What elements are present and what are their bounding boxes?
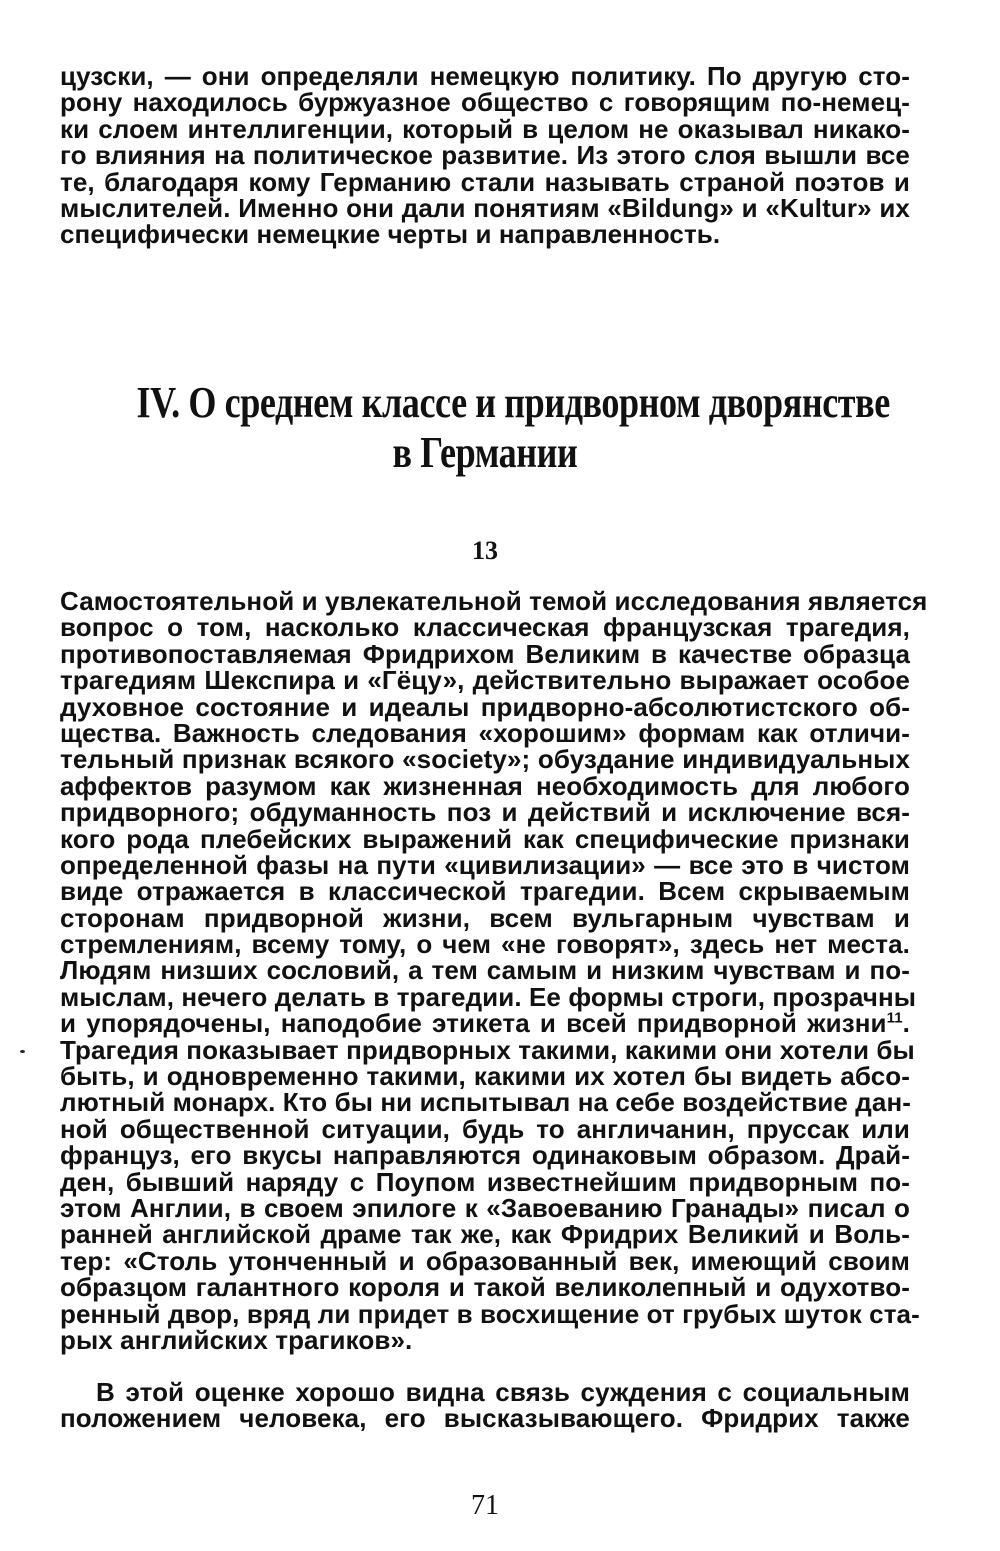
text-line: вопрос о том, насколько классическая французская трагедия, <box>60 612 910 643</box>
chapter-title <box>136 378 890 478</box>
text-line: сторонам придворной жизни, всем вульгарным чувствам и <box>60 902 910 933</box>
main-paragraph <box>60 586 928 1355</box>
text-line: ренный двор, вряд ли придет в восхищение от грубых шуток ста- <box>60 1298 920 1329</box>
text-line-body: и упорядочены, наподобие этикета и всей придворной жизни <box>60 1008 887 1039</box>
text-line: виде отражается в классической трагедии. Всем скрываемым <box>60 876 910 907</box>
section-number: 13 <box>472 536 498 565</box>
text-line: В этой оценке хорошо видна связь суждения с социальным <box>96 1377 910 1407</box>
text-line: образцом галантного короля и такой великолепный и одухотво- <box>60 1272 910 1303</box>
text-line: рону находилось буржуазное общество с говорящим по-немец- <box>60 87 910 118</box>
text-line: положением человека, его высказывающего. Фридрих также <box>60 1403 910 1434</box>
text-line: определенной фазы на пути «цивилизации» — все это в чистом <box>60 849 910 880</box>
text-line: щества. Важность следования «хорошим» формам как отличи- <box>60 717 910 748</box>
text-line: Трагедия показывает придворных такими, какими они хотели бы <box>60 1034 915 1065</box>
text-line: ранней английской драме так же, как Фридрих Великий и Воль- <box>60 1219 910 1250</box>
text-line: придворного; обдуманность поз и действий и исключение вся- <box>60 797 910 828</box>
text-line: мыслителей. Именно они дали понятиям «Bildung» и «Kultur» их <box>60 192 910 223</box>
chapter-title-line-2: в Германии <box>392 428 578 477</box>
text-line: мыслам, нечего делать в трагедии. Ее формы строги, прозрачны <box>60 981 917 1012</box>
text-line: рых английских трагиков». <box>60 1324 413 1355</box>
text-line-with-footnote <box>60 1008 910 1039</box>
text-line: француз, его вкусы направляются одинаковым образом. Драй- <box>60 1140 910 1171</box>
footnote-trailing-punctuation: . <box>902 1008 910 1039</box>
page-number: 71 <box>471 1490 499 1521</box>
text-line: быть, и одновременно такими, какими их хотел бы видеть абсо- <box>60 1061 910 1092</box>
text-line: аффектов разумом как жизненная необходимость для любого <box>60 770 910 801</box>
text-line: те, благодаря кому Германию стали называть страной поэтов и <box>60 166 910 197</box>
text-line: тер: «Столь утонченный и образованный век, имеющий своим <box>60 1245 910 1276</box>
chapter-title-line-1: IV. О среднем классе и придворном дворянстве <box>136 378 890 427</box>
footnote-reference[interactable]: 11 <box>886 1009 903 1027</box>
scan-speck <box>20 1050 25 1053</box>
text-line: ден, бывший наряду с Поупом известнейшим придворным по- <box>60 1166 910 1197</box>
book-page <box>60 58 928 1538</box>
text-line: этом Англии, в своем эпилоге к «Завоеванию Гранады» писал о <box>60 1192 910 1223</box>
text-line: стремлениям, всему тому, о чем «не говорят», здесь нет места. <box>60 929 910 960</box>
text-line: цузски, — они определяли немецкую политику. По другую сто- <box>60 61 910 91</box>
text-line: духовное состояние и идеалы придворно-абсолютистского об- <box>60 691 910 722</box>
text-line: ной общественной ситуации, будь то англичанин, пруссак или <box>60 1113 910 1144</box>
text-line: Самостоятельной и увлекательной темой исследования является <box>60 586 928 616</box>
text-line: специфически немецкие черты и направленность. <box>60 219 721 250</box>
text-line: Людям низших сословий, а тем самым и низким чувствам и по- <box>60 955 910 986</box>
text-line: тельный признак всякого «society»; обуздание индивидуальных <box>60 744 910 775</box>
text-line: ки слоем интеллигенции, который в целом не оказывал никако- <box>60 113 910 144</box>
text-line: трагедиям Шекспира и «Гёцу», действительно выражает особое <box>60 665 910 696</box>
text-line: го влияния на политическое развитие. Из этого слоя вышли все <box>60 140 910 171</box>
text-line: кого рода плебейских выражений как специфические признаки <box>60 823 910 854</box>
next-paragraph <box>60 1379 910 1432</box>
text-line: противопоставляемая Фридрихом Великим в качестве образца <box>60 638 910 669</box>
text-line: лютный монарх. Кто бы ни испытывал на себе воздействие дан- <box>60 1087 912 1118</box>
paragraph-continued <box>60 63 910 248</box>
